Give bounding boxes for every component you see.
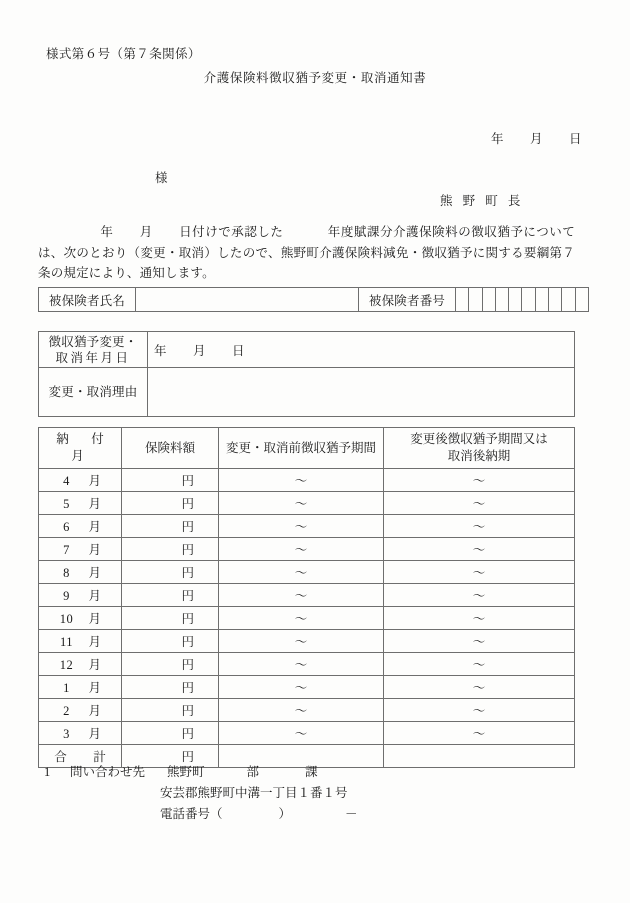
table-row <box>39 561 575 584</box>
row-period-after-2[interactable]: ～ <box>384 492 575 515</box>
issue-date-year: 年 <box>490 132 504 146</box>
footer-contact-block <box>44 762 358 825</box>
row-month-7 <box>39 607 122 630</box>
total-period-after <box>384 745 575 768</box>
row-period-before-8[interactable]: ～ <box>219 630 384 653</box>
row-period-before-10[interactable]: ～ <box>219 676 384 699</box>
row-period-after-1[interactable]: ～ <box>384 469 575 492</box>
document-title: 介護保険料徴収猶予変更・取消通知書 <box>203 71 427 85</box>
row-amount-7[interactable]: 円 <box>122 607 219 630</box>
row-month-number-6: 9 <box>63 589 70 603</box>
addressee-line: 様 <box>155 171 168 185</box>
table-row <box>39 538 575 561</box>
row-amount-9[interactable]: 円 <box>122 653 219 676</box>
total-amount[interactable]: 円 <box>122 745 219 768</box>
row-period-before-5[interactable]: ～ <box>219 561 384 584</box>
cancel-date-month: 月 <box>193 343 207 358</box>
row-month-11 <box>39 699 122 722</box>
header-period-before: 変更・取消前徴収猶予期間 <box>219 428 384 469</box>
row-period-after-12[interactable]: ～ <box>384 722 575 745</box>
row-month-unit-7: 月 <box>88 612 102 626</box>
table-row <box>39 515 575 538</box>
row-month-number-3: 6 <box>63 520 70 534</box>
reason-label: 変更・取消理由 <box>39 368 148 417</box>
row-month-unit-6: 月 <box>88 589 102 603</box>
insured-number-label: 被保険者番号 <box>359 288 456 312</box>
table-row <box>39 630 575 653</box>
footer-tel-label: 電話番号（ <box>160 807 223 821</box>
insured-name-label: 被保険者氏名 <box>39 288 136 312</box>
footer-item-number: 1 <box>44 765 51 779</box>
row-period-after-6[interactable]: ～ <box>384 584 575 607</box>
row-month-number-11: 2 <box>63 704 70 718</box>
issue-date-month: 月 <box>529 132 543 146</box>
row-month-number-10: 1 <box>63 681 70 695</box>
insured-number-box-2[interactable] <box>469 288 482 312</box>
cancel-date-label <box>39 332 148 368</box>
footer-telephone-line <box>44 804 358 825</box>
issuer-name: 熊 野 町 長 <box>440 194 524 208</box>
row-month-unit-8: 月 <box>88 635 102 649</box>
row-period-before-4[interactable]: ～ <box>219 538 384 561</box>
cancel-date-label-line1: 徴収猶予変更・ <box>48 334 138 349</box>
change-reason-table <box>38 331 575 417</box>
row-amount-1[interactable]: 円 <box>122 469 219 492</box>
row-amount-5[interactable]: 円 <box>122 561 219 584</box>
row-month-number-12: 3 <box>63 727 70 741</box>
table-row <box>39 469 575 492</box>
body-year: 年 <box>100 225 114 239</box>
header-period-after <box>384 428 575 469</box>
insured-person-table <box>38 287 589 312</box>
row-month-unit-10: 月 <box>88 681 102 695</box>
cancel-date-value[interactable] <box>148 332 575 368</box>
row-period-before-6[interactable]: ～ <box>219 584 384 607</box>
row-month-unit-5: 月 <box>88 566 102 580</box>
row-month-number-9: 12 <box>59 658 74 672</box>
table-row <box>39 607 575 630</box>
footer-address: 安芸郡熊野町中溝一丁目１番１号 <box>160 786 348 800</box>
insured-number-box-5[interactable] <box>509 288 522 312</box>
row-period-before-12[interactable]: ～ <box>219 722 384 745</box>
insured-number-box-4[interactable] <box>495 288 508 312</box>
row-month-3 <box>39 515 122 538</box>
row-month-unit-12: 月 <box>88 727 102 741</box>
footer-department-unit: 部 <box>246 765 260 779</box>
insured-number-box-1[interactable] <box>456 288 469 312</box>
row-month-5 <box>39 561 122 584</box>
row-month-4 <box>39 538 122 561</box>
table-row <box>39 332 575 368</box>
footer-contact-line <box>44 762 358 783</box>
row-month-1 <box>39 469 122 492</box>
row-month-unit-2: 月 <box>88 497 102 511</box>
table-row <box>39 288 589 312</box>
row-period-after-10[interactable]: ～ <box>384 676 575 699</box>
footer-tel-paren-close: ） <box>278 807 292 821</box>
row-period-before-9[interactable]: ～ <box>219 653 384 676</box>
table-row <box>39 676 575 699</box>
row-month-6 <box>39 584 122 607</box>
table-row <box>39 699 575 722</box>
body-paragraph <box>38 222 575 284</box>
row-month-9 <box>39 653 122 676</box>
insured-number-box-9[interactable] <box>562 288 575 312</box>
header-premium-amount: 保険料額 <box>122 428 219 469</box>
row-period-before-11[interactable]: ～ <box>219 699 384 722</box>
row-amount-10[interactable]: 円 <box>122 676 219 699</box>
cancel-date-day: 日 <box>232 343 246 358</box>
row-amount-4[interactable]: 円 <box>122 538 219 561</box>
header-period-after-line2: 取消後納期 <box>447 449 511 463</box>
row-amount-8[interactable]: 円 <box>122 630 219 653</box>
payment-schedule-table <box>38 427 575 768</box>
row-period-before-3[interactable]: ～ <box>219 515 384 538</box>
body-text-a: 日付けで承認した <box>178 225 284 239</box>
insured-number-box-8[interactable] <box>549 288 562 312</box>
row-period-after-7[interactable]: ～ <box>384 607 575 630</box>
row-amount-6[interactable]: 円 <box>122 584 219 607</box>
row-month-12 <box>39 722 122 745</box>
row-amount-3[interactable]: 円 <box>122 515 219 538</box>
row-period-after-3[interactable]: ～ <box>384 515 575 538</box>
row-period-after-5[interactable]: ～ <box>384 561 575 584</box>
row-month-unit-11: 月 <box>88 704 102 718</box>
table-row <box>39 722 575 745</box>
footer-section-unit: 課 <box>305 765 318 779</box>
row-month-unit-9: 月 <box>88 658 102 672</box>
row-period-before-1[interactable]: ～ <box>219 469 384 492</box>
row-month-number-1: 4 <box>63 474 70 488</box>
row-amount-2[interactable]: 円 <box>122 492 219 515</box>
row-month-number-8: 11 <box>59 635 73 649</box>
row-month-10 <box>39 676 122 699</box>
row-month-8 <box>39 630 122 653</box>
header-period-after-line1: 変更後徴収猶予期間又は <box>410 432 548 446</box>
table-row <box>39 653 575 676</box>
row-month-unit-3: 月 <box>88 520 102 534</box>
row-period-after-9[interactable]: ～ <box>384 653 575 676</box>
header-payment-month-text: 納 付 月 <box>56 432 127 463</box>
row-month-unit-4: 月 <box>88 543 102 557</box>
header-payment-month <box>39 428 127 469</box>
row-period-after-8[interactable]: ～ <box>384 630 575 653</box>
insured-number-box-10[interactable] <box>575 288 588 312</box>
footer-town: 熊野町 <box>167 765 205 779</box>
row-month-2 <box>39 492 122 515</box>
cancel-date-year: 年 <box>154 343 168 358</box>
row-amount-11[interactable]: 円 <box>122 699 219 722</box>
row-month-number-7: 10 <box>59 612 74 626</box>
body-line2: り（変更・取消）したので、熊野町介護保険料減免・徴収猶予に関する要綱第７条の規定により、通知しま <box>38 245 575 280</box>
reason-value[interactable] <box>148 368 575 417</box>
form-number: 様式第６号（第７条関係） <box>46 47 201 61</box>
row-period-after-11[interactable]: ～ <box>384 699 575 722</box>
row-period-before-2[interactable]: ～ <box>219 492 384 515</box>
insured-number-box-7[interactable] <box>535 288 548 312</box>
insured-name-value[interactable] <box>136 288 359 312</box>
row-period-before-7[interactable]: ～ <box>219 607 384 630</box>
row-month-unit-1: 月 <box>88 474 102 488</box>
row-month-number-2: 5 <box>63 497 70 511</box>
issue-date-line <box>491 129 582 147</box>
body-text-b: 年度賦課分介護保険料の徴収猶予については、次のとお <box>38 225 576 260</box>
table-row <box>39 584 575 607</box>
body-line3: す。 <box>190 266 215 280</box>
row-period-after-4[interactable]: ～ <box>384 538 575 561</box>
body-month: 月 <box>139 225 153 239</box>
footer-tel-dash: － <box>345 807 358 821</box>
row-amount-12[interactable]: 円 <box>122 722 219 745</box>
table-header-row <box>39 428 575 469</box>
cancel-date-label-line2: 取消年月日 <box>55 350 131 365</box>
insured-number-box-3[interactable] <box>482 288 495 312</box>
issue-date-day: 日 <box>568 132 582 146</box>
table-row <box>39 368 575 417</box>
table-row <box>39 492 575 515</box>
row-month-number-5: 8 <box>63 566 70 580</box>
footer-contact-label: 問い合わせ先 <box>70 765 146 779</box>
insured-number-box-6[interactable] <box>522 288 535 312</box>
total-label-text: 合 計 <box>54 750 113 764</box>
row-month-number-4: 7 <box>63 543 70 557</box>
